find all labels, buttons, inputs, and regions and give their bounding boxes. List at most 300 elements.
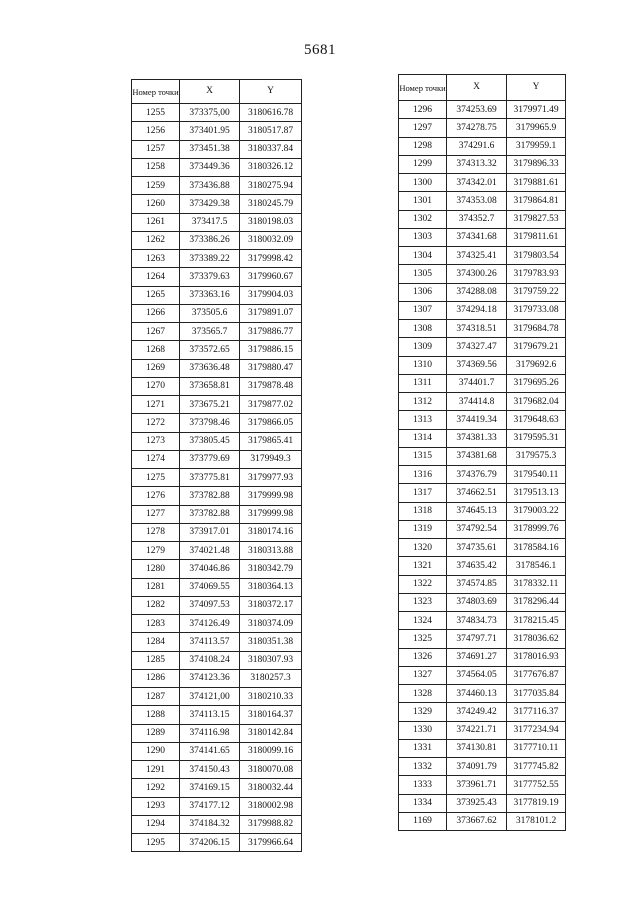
y-cell: 3180372.17 — [240, 596, 302, 614]
point-number-cell: 1303 — [399, 228, 447, 246]
y-cell: 3179648.63 — [507, 411, 566, 429]
y-cell: 3180032.09 — [240, 231, 302, 249]
y-cell: 3177819.19 — [507, 794, 566, 812]
point-number-cell: 1279 — [132, 542, 180, 560]
table-row — [399, 557, 566, 575]
table-row — [132, 706, 302, 724]
table-row — [399, 794, 566, 812]
y-cell: 3179866.05 — [240, 414, 302, 432]
x-cell: 374352.7 — [447, 210, 507, 228]
y-cell: 3178999.76 — [507, 520, 566, 538]
y-cell: 3180142.84 — [240, 724, 302, 742]
x-cell: 374369.56 — [447, 356, 507, 374]
x-cell: 374126.49 — [180, 615, 240, 633]
point-number-cell: 1255 — [132, 104, 180, 122]
point-number-cell: 1317 — [399, 484, 447, 502]
point-number-cell: 1260 — [132, 195, 180, 213]
x-cell: 373805.45 — [180, 432, 240, 450]
x-cell: 374184.32 — [180, 815, 240, 833]
table-row — [399, 447, 566, 465]
x-cell: 373565.7 — [180, 323, 240, 341]
x-cell: 374108.24 — [180, 651, 240, 669]
x-cell: 374169.15 — [180, 779, 240, 797]
y-cell: 3179998.42 — [240, 250, 302, 268]
table-row — [399, 210, 566, 228]
table-row — [399, 648, 566, 666]
point-number-cell: 1267 — [132, 323, 180, 341]
x-cell: 373775.81 — [180, 469, 240, 487]
point-number-cell: 1271 — [132, 396, 180, 414]
y-cell: 3180313.88 — [240, 542, 302, 560]
header-point-number: Номер точки — [132, 80, 180, 104]
table-row — [399, 320, 566, 338]
x-cell: 374150.43 — [180, 761, 240, 779]
table-row — [399, 393, 566, 411]
y-cell: 3178101.2 — [507, 812, 566, 830]
y-cell: 3179960.67 — [240, 268, 302, 286]
table-row — [399, 429, 566, 447]
y-cell: 3179811.61 — [507, 228, 566, 246]
point-number-cell: 1292 — [132, 779, 180, 797]
x-cell: 374381.68 — [447, 447, 507, 465]
x-cell: 374278.75 — [447, 119, 507, 137]
x-cell: 374401.7 — [447, 374, 507, 392]
point-number-cell: 1263 — [132, 250, 180, 268]
x-cell: 373658.81 — [180, 377, 240, 395]
table-row — [132, 596, 302, 614]
page-number: 5681 — [304, 42, 336, 58]
y-cell: 3180032.44 — [240, 779, 302, 797]
x-cell: 373417.5 — [180, 213, 240, 231]
y-cell: 3179959.1 — [507, 137, 566, 155]
table-row — [132, 377, 302, 395]
y-cell: 3180174.16 — [240, 523, 302, 541]
point-number-cell: 1326 — [399, 648, 447, 666]
x-cell: 373436.88 — [180, 177, 240, 195]
table-right-body — [399, 101, 566, 831]
point-number-cell: 1268 — [132, 341, 180, 359]
table-row — [132, 560, 302, 578]
point-number-cell: 1257 — [132, 140, 180, 158]
point-number-cell: 1283 — [132, 615, 180, 633]
table-row — [132, 304, 302, 322]
x-cell: 373636.48 — [180, 359, 240, 377]
y-cell: 3179886.15 — [240, 341, 302, 359]
y-cell: 3180326.12 — [240, 158, 302, 176]
y-cell: 3179595.31 — [507, 429, 566, 447]
table-row — [132, 432, 302, 450]
y-cell: 3178584.16 — [507, 539, 566, 557]
y-cell: 3178036.62 — [507, 630, 566, 648]
table-row — [399, 776, 566, 794]
header-point-number: Номер точки — [399, 75, 447, 101]
table-row — [399, 265, 566, 283]
y-cell: 3179949.3 — [240, 450, 302, 468]
point-number-cell: 1266 — [132, 304, 180, 322]
point-number-cell: 1331 — [399, 739, 447, 757]
point-number-cell: 1261 — [132, 213, 180, 231]
table-row — [399, 575, 566, 593]
table-row — [132, 615, 302, 633]
table-row — [132, 158, 302, 176]
y-cell: 3180099.16 — [240, 742, 302, 760]
x-cell: 374291.6 — [447, 137, 507, 155]
table-row — [399, 119, 566, 137]
point-number-cell: 1313 — [399, 411, 447, 429]
y-cell: 3179733.08 — [507, 301, 566, 319]
x-cell: 374113.57 — [180, 633, 240, 651]
point-number-cell: 1294 — [132, 815, 180, 833]
x-cell: 374645.13 — [447, 502, 507, 520]
table-row — [132, 414, 302, 432]
x-cell: 374376.79 — [447, 466, 507, 484]
table-row — [399, 539, 566, 557]
y-cell: 3179864.81 — [507, 192, 566, 210]
x-cell: 374123.36 — [180, 669, 240, 687]
point-number-cell: 1309 — [399, 338, 447, 356]
table-row — [399, 630, 566, 648]
y-cell: 3177035.84 — [507, 685, 566, 703]
y-cell: 3179575.3 — [507, 447, 566, 465]
x-cell: 374635.42 — [447, 557, 507, 575]
y-cell: 3180164.37 — [240, 706, 302, 724]
y-cell: 3179886.77 — [240, 323, 302, 341]
x-cell: 374121,00 — [180, 688, 240, 706]
y-cell: 3177676.87 — [507, 666, 566, 684]
table-left-body — [132, 104, 302, 852]
y-cell: 3180517.87 — [240, 122, 302, 140]
x-cell: 374325.41 — [447, 247, 507, 265]
x-cell: 374691.27 — [447, 648, 507, 666]
table-row — [132, 396, 302, 414]
x-cell: 374021.48 — [180, 542, 240, 560]
point-number-cell: 1315 — [399, 447, 447, 465]
point-number-cell: 1321 — [399, 557, 447, 575]
y-cell: 3179904.03 — [240, 286, 302, 304]
point-number-cell: 1323 — [399, 593, 447, 611]
header-x: X — [447, 75, 507, 101]
table-row — [132, 651, 302, 669]
point-number-cell: 1269 — [132, 359, 180, 377]
table-row — [132, 450, 302, 468]
y-cell: 3179684.78 — [507, 320, 566, 338]
x-cell: 373675.21 — [180, 396, 240, 414]
x-cell: 374662.51 — [447, 484, 507, 502]
point-number-cell: 1295 — [132, 834, 180, 852]
y-cell: 3178016.93 — [507, 648, 566, 666]
y-cell: 3179682.04 — [507, 393, 566, 411]
point-number-cell: 1262 — [132, 231, 180, 249]
header-y: Y — [507, 75, 566, 101]
x-cell: 374564.05 — [447, 666, 507, 684]
y-cell: 3179783.93 — [507, 265, 566, 283]
x-cell: 373667.62 — [447, 812, 507, 830]
table-row — [399, 758, 566, 776]
table-row — [399, 228, 566, 246]
x-cell: 373379.63 — [180, 268, 240, 286]
table-row — [399, 192, 566, 210]
y-cell: 3179865.41 — [240, 432, 302, 450]
x-cell: 374288.08 — [447, 283, 507, 301]
y-cell: 3179977.93 — [240, 469, 302, 487]
point-number-cell: 1259 — [132, 177, 180, 195]
table-row — [132, 104, 302, 122]
table-row — [132, 815, 302, 833]
y-cell: 3179965.9 — [507, 119, 566, 137]
y-cell: 3180275.94 — [240, 177, 302, 195]
y-cell: 3179971.49 — [507, 101, 566, 119]
x-cell: 373451.38 — [180, 140, 240, 158]
x-cell: 373386.26 — [180, 231, 240, 249]
point-number-cell: 1301 — [399, 192, 447, 210]
x-cell: 374797.71 — [447, 630, 507, 648]
table-row — [399, 301, 566, 319]
point-number-cell: 1289 — [132, 724, 180, 742]
point-number-cell: 1298 — [399, 137, 447, 155]
point-number-cell: 1305 — [399, 265, 447, 283]
y-cell: 3179540.11 — [507, 466, 566, 484]
point-number-cell: 1316 — [399, 466, 447, 484]
point-number-cell: 1299 — [399, 155, 447, 173]
y-cell: 3180337.84 — [240, 140, 302, 158]
point-number-cell: 1288 — [132, 706, 180, 724]
point-number-cell: 1287 — [132, 688, 180, 706]
point-number-cell: 1329 — [399, 703, 447, 721]
table-row — [399, 812, 566, 830]
table-row — [399, 137, 566, 155]
table-row — [132, 268, 302, 286]
y-cell: 3178332.11 — [507, 575, 566, 593]
x-cell: 374113.15 — [180, 706, 240, 724]
table-row — [399, 356, 566, 374]
table-row — [399, 612, 566, 630]
table-row — [399, 411, 566, 429]
point-number-cell: 1265 — [132, 286, 180, 304]
table-row — [399, 593, 566, 611]
table-row — [132, 487, 302, 505]
x-cell: 374097.53 — [180, 596, 240, 614]
point-number-cell: 1264 — [132, 268, 180, 286]
x-cell: 373505.6 — [180, 304, 240, 322]
x-cell: 374130.81 — [447, 739, 507, 757]
y-cell: 3180002.98 — [240, 797, 302, 815]
y-cell: 3179759.22 — [507, 283, 566, 301]
point-number-cell: 1311 — [399, 374, 447, 392]
coordinates-table-right — [398, 74, 566, 831]
point-number-cell: 1334 — [399, 794, 447, 812]
table-row — [132, 578, 302, 596]
point-number-cell: 1324 — [399, 612, 447, 630]
table-row — [399, 466, 566, 484]
x-cell: 374353.08 — [447, 192, 507, 210]
table-row — [132, 779, 302, 797]
x-cell: 374834.73 — [447, 612, 507, 630]
x-cell: 374460.13 — [447, 685, 507, 703]
point-number-cell: 1319 — [399, 520, 447, 538]
y-cell: 3179999.98 — [240, 487, 302, 505]
table-row — [132, 122, 302, 140]
table-row — [399, 155, 566, 173]
y-cell: 3180374.09 — [240, 615, 302, 633]
y-cell: 3180245.79 — [240, 195, 302, 213]
point-number-cell: 1304 — [399, 247, 447, 265]
y-cell: 3179896.33 — [507, 155, 566, 173]
x-cell: 373925.43 — [447, 794, 507, 812]
table-row — [132, 523, 302, 541]
y-cell: 3179877.02 — [240, 396, 302, 414]
point-number-cell: 1275 — [132, 469, 180, 487]
point-number-cell: 1277 — [132, 505, 180, 523]
point-number-cell: 1308 — [399, 320, 447, 338]
y-cell: 3179692.6 — [507, 356, 566, 374]
table-row — [399, 101, 566, 119]
x-cell: 374574.85 — [447, 575, 507, 593]
point-number-cell: 1302 — [399, 210, 447, 228]
point-number-cell: 1284 — [132, 633, 180, 651]
y-cell: 3180616.78 — [240, 104, 302, 122]
y-cell: 3179679.21 — [507, 338, 566, 356]
point-number-cell: 1318 — [399, 502, 447, 520]
point-number-cell: 1293 — [132, 797, 180, 815]
table-row — [132, 688, 302, 706]
y-cell: 3180257.3 — [240, 669, 302, 687]
point-number-cell: 1320 — [399, 539, 447, 557]
x-cell: 374091.79 — [447, 758, 507, 776]
x-cell: 373449.36 — [180, 158, 240, 176]
point-number-cell: 1274 — [132, 450, 180, 468]
point-number-cell: 1280 — [132, 560, 180, 578]
table-row — [132, 724, 302, 742]
point-number-cell: 1306 — [399, 283, 447, 301]
y-cell: 3178546.1 — [507, 557, 566, 575]
x-cell: 374177.12 — [180, 797, 240, 815]
point-number-cell: 1307 — [399, 301, 447, 319]
x-cell: 374300.26 — [447, 265, 507, 283]
point-number-cell: 1282 — [132, 596, 180, 614]
x-cell: 374069.55 — [180, 578, 240, 596]
table-row — [132, 834, 302, 852]
point-number-cell: 1327 — [399, 666, 447, 684]
x-cell: 374221.71 — [447, 721, 507, 739]
point-number-cell: 1314 — [399, 429, 447, 447]
y-cell: 3179881.61 — [507, 174, 566, 192]
table-row — [399, 666, 566, 684]
x-cell: 374341.68 — [447, 228, 507, 246]
table-row — [132, 323, 302, 341]
table-row — [399, 703, 566, 721]
header-y: Y — [240, 80, 302, 104]
point-number-cell: 1290 — [132, 742, 180, 760]
point-number-cell: 1297 — [399, 119, 447, 137]
y-cell: 3179988.82 — [240, 815, 302, 833]
y-cell: 3177234.94 — [507, 721, 566, 739]
x-cell: 373798.46 — [180, 414, 240, 432]
x-cell: 374318.51 — [447, 320, 507, 338]
table-row — [399, 338, 566, 356]
y-cell: 3179003.22 — [507, 502, 566, 520]
x-cell: 373363.16 — [180, 286, 240, 304]
x-cell: 374414.8 — [447, 393, 507, 411]
x-cell: 373779.69 — [180, 450, 240, 468]
x-cell: 374116.98 — [180, 724, 240, 742]
table-row — [132, 742, 302, 760]
table-row — [399, 520, 566, 538]
point-number-cell: 1322 — [399, 575, 447, 593]
y-cell: 3179803.54 — [507, 247, 566, 265]
point-number-cell: 1270 — [132, 377, 180, 395]
y-cell: 3180070.08 — [240, 761, 302, 779]
table-row — [399, 484, 566, 502]
y-cell: 3180351.38 — [240, 633, 302, 651]
table-row — [132, 341, 302, 359]
y-cell: 3180210.33 — [240, 688, 302, 706]
point-number-cell: 1278 — [132, 523, 180, 541]
x-cell: 373782.88 — [180, 487, 240, 505]
x-cell: 373782.88 — [180, 505, 240, 523]
table-row — [399, 721, 566, 739]
x-cell: 374735.61 — [447, 539, 507, 557]
table-row — [132, 505, 302, 523]
x-cell: 374803.69 — [447, 593, 507, 611]
x-cell: 373917.01 — [180, 523, 240, 541]
point-number-cell: 1256 — [132, 122, 180, 140]
x-cell: 374381.33 — [447, 429, 507, 447]
x-cell: 373429.38 — [180, 195, 240, 213]
y-cell: 3177116.37 — [507, 703, 566, 721]
point-number-cell: 1273 — [132, 432, 180, 450]
point-number-cell: 1332 — [399, 758, 447, 776]
y-cell: 3179999.98 — [240, 505, 302, 523]
y-cell: 3179513.13 — [507, 484, 566, 502]
point-number-cell: 1312 — [399, 393, 447, 411]
y-cell: 3179891.07 — [240, 304, 302, 322]
y-cell: 3178296.44 — [507, 593, 566, 611]
point-number-cell: 1281 — [132, 578, 180, 596]
coordinates-table-left — [131, 79, 302, 852]
point-number-cell: 1285 — [132, 651, 180, 669]
table-row — [132, 359, 302, 377]
point-number-cell: 1330 — [399, 721, 447, 739]
x-cell: 374792.54 — [447, 520, 507, 538]
x-cell: 373961.71 — [447, 776, 507, 794]
table-row — [399, 174, 566, 192]
x-cell: 374327.47 — [447, 338, 507, 356]
table-row — [399, 739, 566, 757]
header-x: X — [180, 80, 240, 104]
x-cell: 373389.22 — [180, 250, 240, 268]
x-cell: 374313.32 — [447, 155, 507, 173]
table-row — [132, 140, 302, 158]
point-number-cell: 1272 — [132, 414, 180, 432]
x-cell: 374046.86 — [180, 560, 240, 578]
point-number-cell: 1291 — [132, 761, 180, 779]
table-row — [132, 231, 302, 249]
x-cell: 373375,00 — [180, 104, 240, 122]
y-cell: 3180198.03 — [240, 213, 302, 231]
x-cell: 374294.18 — [447, 301, 507, 319]
x-cell: 374206.15 — [180, 834, 240, 852]
point-number-cell: 1325 — [399, 630, 447, 648]
point-number-cell: 1333 — [399, 776, 447, 794]
y-cell: 3177710.11 — [507, 739, 566, 757]
y-cell: 3178215.45 — [507, 612, 566, 630]
table-row — [399, 374, 566, 392]
y-cell: 3179827.53 — [507, 210, 566, 228]
point-number-cell: 1276 — [132, 487, 180, 505]
point-number-cell: 1310 — [399, 356, 447, 374]
x-cell: 374253.69 — [447, 101, 507, 119]
y-cell: 3180342.79 — [240, 560, 302, 578]
